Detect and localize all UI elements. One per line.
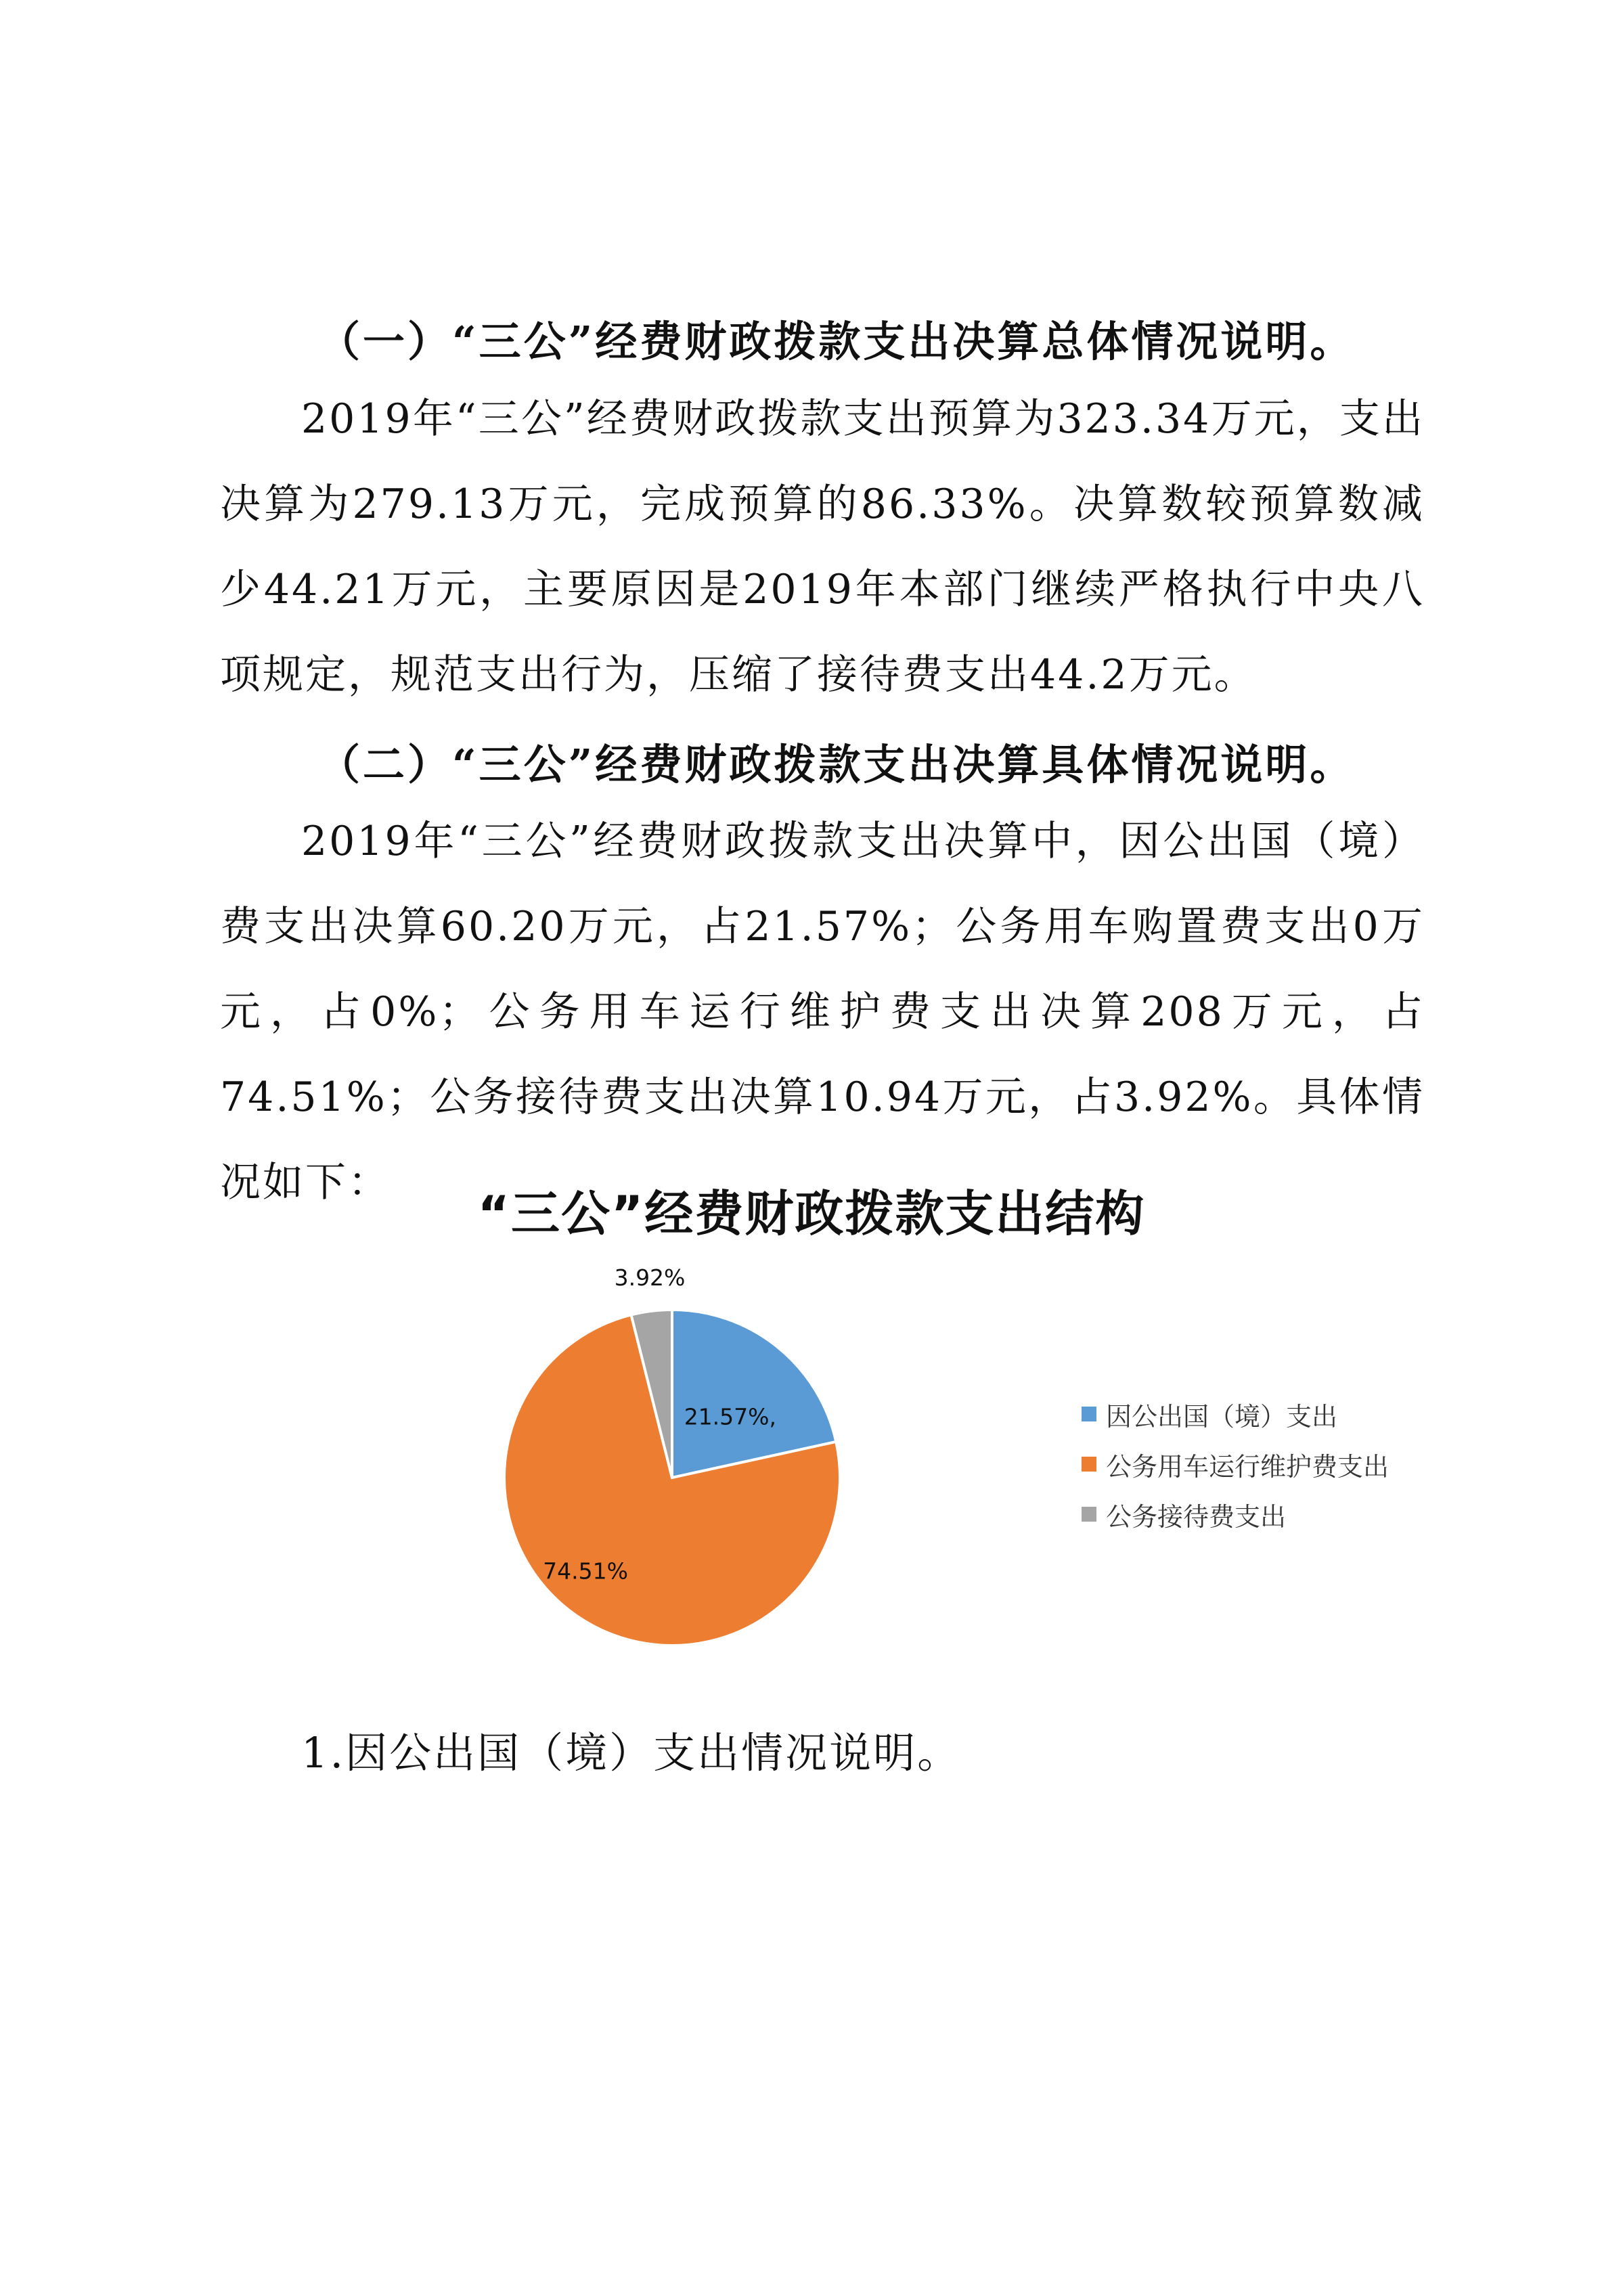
section-1-heading: （一）“三公”经费财政拨款支出决算总体情况说明。 [318, 317, 1355, 366]
legend-item-overseas [1082, 1389, 1389, 1439]
legend-swatch-vehicle [1082, 1457, 1096, 1472]
legend-item-vehicle [1082, 1439, 1389, 1489]
chart-title: “三公”经费财政拨款支出结构 [477, 1185, 1146, 1242]
pie-label-vehicle: 74.51% [543, 1558, 629, 1585]
pie-label-overseas: 21.57%, [684, 1403, 777, 1430]
legend-item-reception [1082, 1489, 1389, 1539]
legend-label-overseas: 因公出国（境）支出 [1106, 1401, 1338, 1432]
legend-label-vehicle: 公务用车运行维护费支出 [1106, 1451, 1389, 1482]
legend-label-reception: 公务接待费支出 [1106, 1501, 1287, 1532]
section-2-paragraph-text: 2019年“三公”经费财政拨款支出决算中，因公出国（境）费支出决算60.20万元，占21.57%；公务用车购置费支出0万元，占0%；公务用车运行维护费支出决算208万元，占74.51%；公务接待费支出决算10.94万元，占3.92%。具体情况如下： [220, 818, 1425, 1206]
chart-legend [1082, 1389, 1389, 1539]
section-1-paragraph-text: 2019年“三公”经费财政拨款支出预算为323.34万元，支出决算为279.13万元，完成预算的86.33%。决算数较预算数减少44.21万元，主要原因是2019年本部门继续严格执行中央八项规定，规范支出行为，压缩了接待费支出44.2万元。 [220, 395, 1425, 699]
section-3-heading: 1.因公出国（境）支出情况说明。 [301, 1728, 962, 1778]
legend-swatch-overseas [1082, 1407, 1096, 1421]
pie-label-reception: 3.92% [614, 1264, 686, 1291]
legend-swatch-reception [1082, 1507, 1096, 1522]
section-2-heading: （二）“三公”经费财政拨款支出决算具体情况说明。 [318, 740, 1355, 789]
